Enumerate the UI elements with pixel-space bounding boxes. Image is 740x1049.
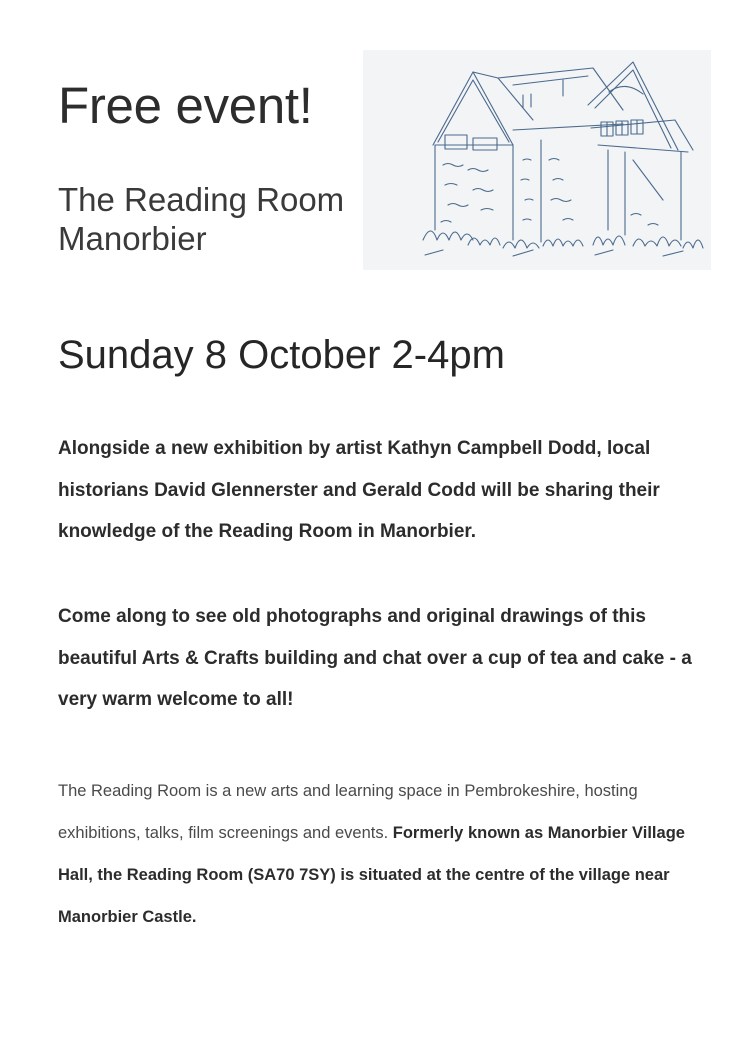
venue-name bbox=[58, 180, 344, 258]
venue-info-intro: The Reading Room is a new arts and learning space in Pembrokeshire, hosting exhibitions, talks, film screenings and events. bbox=[58, 782, 638, 842]
event-invitation: Come along to see old photographs and original drawings of this beautiful Arts & Crafts building and chat over a cup of tea and cake - a very warm welcome to all! bbox=[58, 606, 692, 710]
venue-line-1: The Reading Room bbox=[58, 181, 345, 218]
building-sketch-image bbox=[363, 50, 711, 270]
page-title: Free event! bbox=[58, 77, 313, 134]
event-date: Sunday 8 October 2-4pm bbox=[58, 333, 505, 377]
venue-line-2: Manorbier bbox=[58, 220, 207, 257]
event-description: Alongside a new exhibition by artist Kathyn Campbell Dodd, local historians David Glennerster and Gerald Codd will be sharing their knowledge of the Reading Room in Manorbier. bbox=[58, 438, 660, 542]
venue-info-location: Formerly known as Manorbier Village Hall, the Reading Room (SA70 7SY) is situated at the centre of the village near Manorbier Castle. bbox=[58, 824, 685, 926]
building-sketch-icon bbox=[363, 50, 711, 270]
venue-info bbox=[58, 770, 698, 938]
